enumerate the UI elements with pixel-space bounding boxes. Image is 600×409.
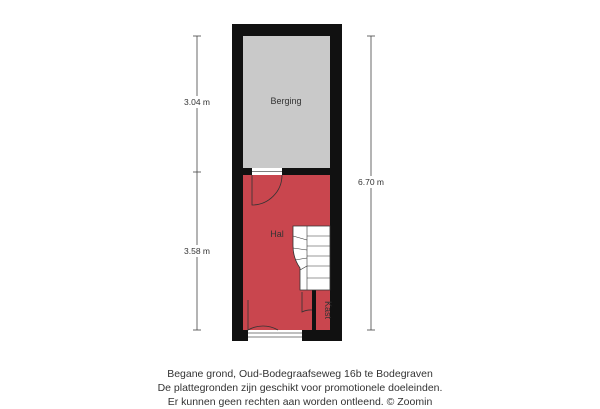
- dimension-lower-left: 3.58 m: [184, 246, 210, 256]
- caption-line-3: Er kunnen geen rechten aan worden ontleend. © Zoomin: [167, 396, 433, 408]
- entrance-opening: [248, 330, 302, 341]
- label-cupboard: Kast: [323, 300, 333, 320]
- cupboard-wall: [312, 288, 316, 330]
- label-hal: Hal: [270, 229, 284, 239]
- dimension-left: [181, 36, 213, 330]
- caption-line-2: De plattegronden zijn geschikt voor promotionele doeleinden.: [157, 382, 443, 394]
- dimension-total-right: 6.70 m: [358, 177, 384, 187]
- dimension-upper-left: 3.04 m: [184, 97, 210, 107]
- label-berging: Berging: [270, 96, 302, 106]
- caption-line-1: Begane grond, Oud-Bodegraafseweg 16b te Bodegraven: [167, 368, 433, 380]
